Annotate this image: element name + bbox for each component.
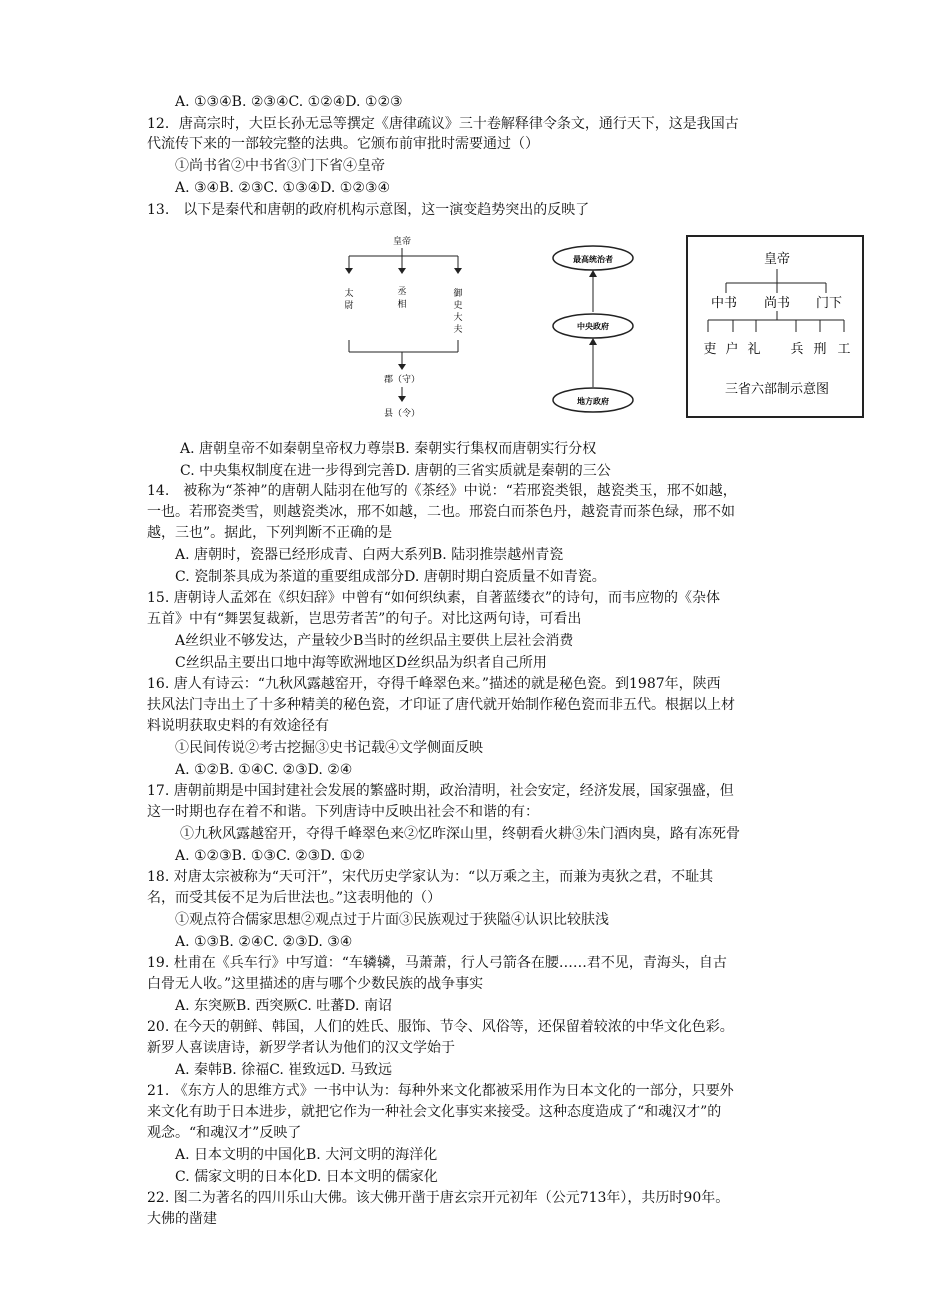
qin-col1-b: 尉 <box>344 301 354 311</box>
tang-shangshu: 尚书 <box>763 296 791 311</box>
q16-text-1: 16. 唐人有诗云：“九秋风露越窑开，夺得千峰翠色来。”描述的就是秘色瓷。到1987年，陕西 <box>147 676 721 692</box>
q20-options: A. 秦韩B. 徐福C. 崔致远D. 马致远 <box>175 1062 392 1078</box>
q18-items: ①观点符合儒家思想②观点过于片面③民族观过于狭隘④认识比较肤浅 <box>175 912 609 928</box>
q16-text-3: 料说明获取史料的有效途径有 <box>147 718 329 734</box>
q19-text-1: 19. 杜甫在《兵车行》中写道：“车辚辚，马萧萧，行人弓箭各在腰……君不见，青海头，自古 <box>147 955 727 971</box>
q15-text-1: 15. 唐朝诗人孟郊在《织妇辞》中曾有“如何织纨素，自著蓝缕衣”的诗句，而韦应物的《杂体 <box>147 590 721 606</box>
q14-text-1: 14. 被称为“茶神”的唐朝人陆羽在他写的《茶经》中说：“若邢瓷类银，越瓷类玉，邢不如越， <box>147 483 737 499</box>
qin-col3-d: 夫 <box>453 325 463 335</box>
tang-dept-hu: 户 <box>725 342 739 357</box>
q12-items: ①尚书省②中书省③门下省④皇帝 <box>175 158 385 174</box>
flow-bottom-label: 地方政府 <box>577 397 609 406</box>
tang-government-diagram <box>686 235 864 418</box>
q16-items: ①民间传说②考古挖掘③史书记载④文学侧面反映 <box>175 740 483 756</box>
q14-options-2: C. 瓷制茶具成为茶道的重要组成部分D. 唐朝时期白瓷质量不如青瓷。 <box>175 569 606 585</box>
qin-col3-a: 御 <box>453 289 463 299</box>
q12-text-2: 代流传下来的一部较完整的法典。它颁布前审批时需要通过（） <box>147 136 539 152</box>
q21-text-1: 21. 《东方人的思维方式》一书中认为：每种外来文化都被采用作为日本文化的一部分，只要外 <box>147 1083 734 1099</box>
q13-options-1: A. 唐朝皇帝不如秦朝皇帝权力尊崇B. 秦朝实行集权而唐朝实行分权 <box>180 441 597 457</box>
qin-commandery: 郡（守） <box>383 375 421 385</box>
tang-dept-li: 吏 <box>703 342 717 357</box>
q17-options: A. ①②③B. ①③C. ②③D. ①② <box>175 848 365 864</box>
tang-emperor: 皇帝 <box>763 252 791 267</box>
q13-text-1: 13. 以下是秦代和唐朝的政府机构示意图，这一演变趋势突出的反映了 <box>147 202 590 218</box>
q17-items: ①九秋风露越窑开，夺得千峰翠色来②忆昨深山里，终朝看火耕③朱门酒肉臭，路有冻死骨 <box>180 826 740 842</box>
flow-middle-label: 中央政府 <box>577 322 609 331</box>
q20-text-2: 新罗人喜读唐诗，新罗学者认为他们的汉文学始于 <box>147 1040 455 1056</box>
q12-options: A. ③④B. ②③C. ①③④D. ①②③④ <box>175 180 390 196</box>
qin-col3-b: 史 <box>453 301 463 311</box>
q22-text-1: 22. 图二为著名的四川乐山大佛。该大佛开凿于唐玄宗开元初年（公元713年），共历时90年。 <box>147 1190 730 1206</box>
q16-text-2: 扶风法门寺出土了十多种精美的秘色瓷，才印证了唐代就开始制作秘色瓷而非五代。根据以上材 <box>147 697 735 713</box>
tang-dept-bing: 兵 <box>790 342 804 357</box>
qin-col2-a: 丞 <box>397 287 407 297</box>
q15-text-2: 五首》中有“舞罢复裁新，岂思劳者苦”的句子。对比这两句诗，可看出 <box>147 611 582 627</box>
qin-government-diagram <box>340 232 470 428</box>
q17-text-1: 17. 唐朝前期是中国封建社会发展的繁盛时期，政治清明，社会安定，经济发展，国家强盛，但 <box>147 783 734 799</box>
centralization-flow-diagram <box>543 240 645 420</box>
qin-col1-a: 太 <box>344 289 354 299</box>
q18-options: A. ①③B. ②④C. ②③D. ③④ <box>175 934 353 950</box>
q21-text-2: 来文化有助于日本进步，就把它作为一种社会文化事实来接受。这种态度造成了“和魂汉才”的 <box>147 1104 722 1120</box>
tang-dept-rites: 礼 <box>747 342 761 357</box>
q13-options-2: C. 中央集权制度在进一步得到完善D. 唐朝的三省实质就是秦朝的三公 <box>180 463 611 479</box>
q14-text-2: 一也。若邢瓷类雪，则越瓷类冰，邢不如越，二也。邢瓷白而茶色丹，越瓷青而茶色绿，邢不如 <box>147 504 735 520</box>
tang-menxia: 门下 <box>815 296 843 311</box>
qin-emperor: 皇帝 <box>392 237 412 247</box>
tang-dept-gong: 工 <box>837 342 851 357</box>
q15-options-2: C丝织品主要出口地中海等欧洲地区D丝织品为织者自己所用 <box>175 655 547 671</box>
q16-options: A. ①②B. ①④C. ②③D. ②④ <box>175 762 353 778</box>
q18-text-1: 18. 对唐太宗被称为“天可汗”，宋代历史学家认为：“以万乘之主，而兼为夷狄之君，不耻其 <box>147 869 714 885</box>
q21-options-1: A. 日本文明的中国化B. 大河文明的海洋化 <box>175 1147 438 1163</box>
q20-text-1: 20. 在今天的朝鲜、韩国，人们的姓氏、服饰、节令、风俗等，还保留着较浓的中华文化色彩。 <box>147 1019 734 1035</box>
q15-options-1: A丝织业不够发达，产量较少B当时的丝织品主要供上层社会消费 <box>175 633 574 649</box>
q22-text-2: 大佛的凿建 <box>147 1211 217 1227</box>
tang-dept-xing: 刑 <box>813 342 827 357</box>
q14-options-1: A. 唐朝时，瓷器已经形成青、白两大系列B. 陆羽推崇越州青瓷 <box>175 547 564 563</box>
q11-options: A. ①③④B. ②③④C. ①②④D. ①②③ <box>175 94 403 110</box>
q17-text-2: 这一时期也存在着不和谐。下列唐诗中反映出社会不和谐的有： <box>147 804 539 820</box>
q14-text-3: 越，三也”。据此，下列判断不正确的是 <box>147 525 393 541</box>
q21-text-3: 观念。“和魂汉才”反映了 <box>147 1125 302 1141</box>
qin-col3-c: 大 <box>453 313 463 323</box>
qin-col2-b: 相 <box>397 300 407 310</box>
q19-options: A. 东突厥B. 西突厥C. 吐蕃D. 南诏 <box>175 998 392 1014</box>
tang-diagram-caption: 三省六部制示意图 <box>724 382 830 397</box>
q19-text-2: 白骨无人收。”这里描述的唐与哪个少数民族的战争事实 <box>147 976 484 992</box>
q12-text-1: 12．唐高宗时，大臣长孙无忌等撰定《唐律疏议》三十卷解释律令条文，通行天下，这是我国古 <box>147 116 739 132</box>
q21-options-2: C. 儒家文明的日本化D. 日本文明的儒家化 <box>175 1169 438 1185</box>
qin-county: 县（令） <box>383 409 421 419</box>
tang-zhongshu: 中书 <box>710 296 738 311</box>
q18-text-2: 名，而受其佞不足为后世法也。”这表明他的（） <box>147 890 442 906</box>
flow-top-label: 最高统治者 <box>573 255 613 264</box>
